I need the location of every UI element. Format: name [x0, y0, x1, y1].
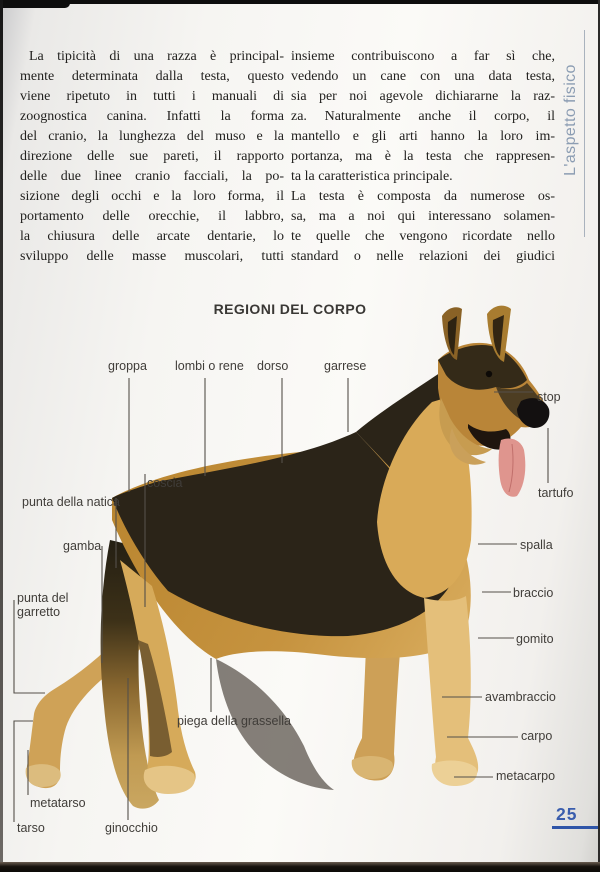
text-line: sviluppo delle masse muscolari, tutti: [20, 249, 284, 264]
text-line: delle due linee cranio facciali, la po-: [20, 169, 284, 184]
label-ginocchio: ginocchio: [105, 821, 158, 835]
label-carpo: carpo: [521, 729, 553, 743]
figure-title: REGIONI DEL CORPO: [213, 301, 367, 317]
label-punta-del-garretto: punta del garretto: [17, 591, 69, 619]
label-metacarpo: metacarpo: [496, 769, 556, 783]
text-line: mente determinata dalla testa, questo: [20, 69, 284, 84]
label-spalla: spalla: [520, 538, 553, 552]
label-gomito: gomito: [516, 632, 554, 646]
text-line: portanza, ma è la testa che rappresen-: [291, 149, 555, 164]
text-line: za. Naturalmente anche il corpo, il: [291, 109, 555, 124]
text-line: la chiusura delle arcate dentarie, lo: [20, 229, 284, 244]
label-gamba: gamba: [63, 539, 102, 553]
label-dorso: dorso: [257, 359, 289, 373]
text-line: La tipicità di una razza è principal-: [29, 49, 284, 64]
label-stop: stop: [537, 390, 561, 404]
page-number: 25: [556, 804, 578, 824]
label-garrese: garrese: [324, 359, 367, 373]
dog-near-front-leg: [424, 596, 478, 785]
chapter-sidebar-label: L'aspetto fisico: [562, 64, 579, 176]
label-tarso: tarso: [17, 821, 45, 835]
page-edge-bottom: [0, 862, 600, 872]
label-metatarso: metatarso: [30, 796, 86, 810]
label-groppa: groppa: [108, 359, 147, 373]
text-line: sizione degli occhi e la loro forma, il: [20, 189, 284, 204]
text-line: sia per noi agevole dichiararne la raz-: [291, 89, 555, 104]
label-punta-della-natica: punta della natica: [22, 495, 120, 509]
text-line: mantello e gli arti hanno la loro im-: [291, 129, 555, 144]
label-braccio: braccio: [513, 586, 554, 600]
dog-near-front-paw: [432, 761, 477, 786]
text-line: standard o nelle relazioni dei giudici: [291, 249, 555, 264]
text-line: direzione delle sue pareti, il rapporto: [20, 149, 284, 164]
text-line: te quelle che vengono ricordate nello: [291, 229, 555, 244]
text-line: zoognostica canina. Infatti la forma: [20, 109, 284, 124]
dog-far-hind-paw: [26, 764, 61, 787]
text-line: viene ripetuto in tutti i manuali di: [20, 89, 284, 104]
text-line: ta la caratteristica principale.: [291, 169, 453, 184]
text-line: sa, ma a noi qui interessano solamen-: [291, 209, 555, 224]
label-avambraccio: avambraccio: [485, 690, 556, 704]
label-piega-della-grassella: piega della grassella: [177, 714, 291, 728]
text-line: del cranio, la lunghezza del muso e la: [20, 129, 284, 144]
text-line: vedendo un cane con una data testa,: [291, 69, 555, 84]
dog-near-hind-paw: [144, 766, 195, 794]
dog-eye: [486, 371, 492, 377]
page-number-rule: [552, 826, 598, 829]
text-line: portamento delle orecchie, il labbro,: [20, 209, 284, 224]
label-lombi-o-rene: lombi o rene: [175, 359, 244, 373]
dog-illustration: [26, 306, 553, 809]
text-line: La testa è composta da numerose os-: [291, 189, 555, 204]
dog-far-front-paw: [352, 756, 393, 779]
label-tartufo: tartufo: [538, 486, 574, 500]
text-line: insieme contribuiscono a far sì che,: [291, 49, 555, 64]
label-coscia: coscia: [147, 476, 183, 490]
